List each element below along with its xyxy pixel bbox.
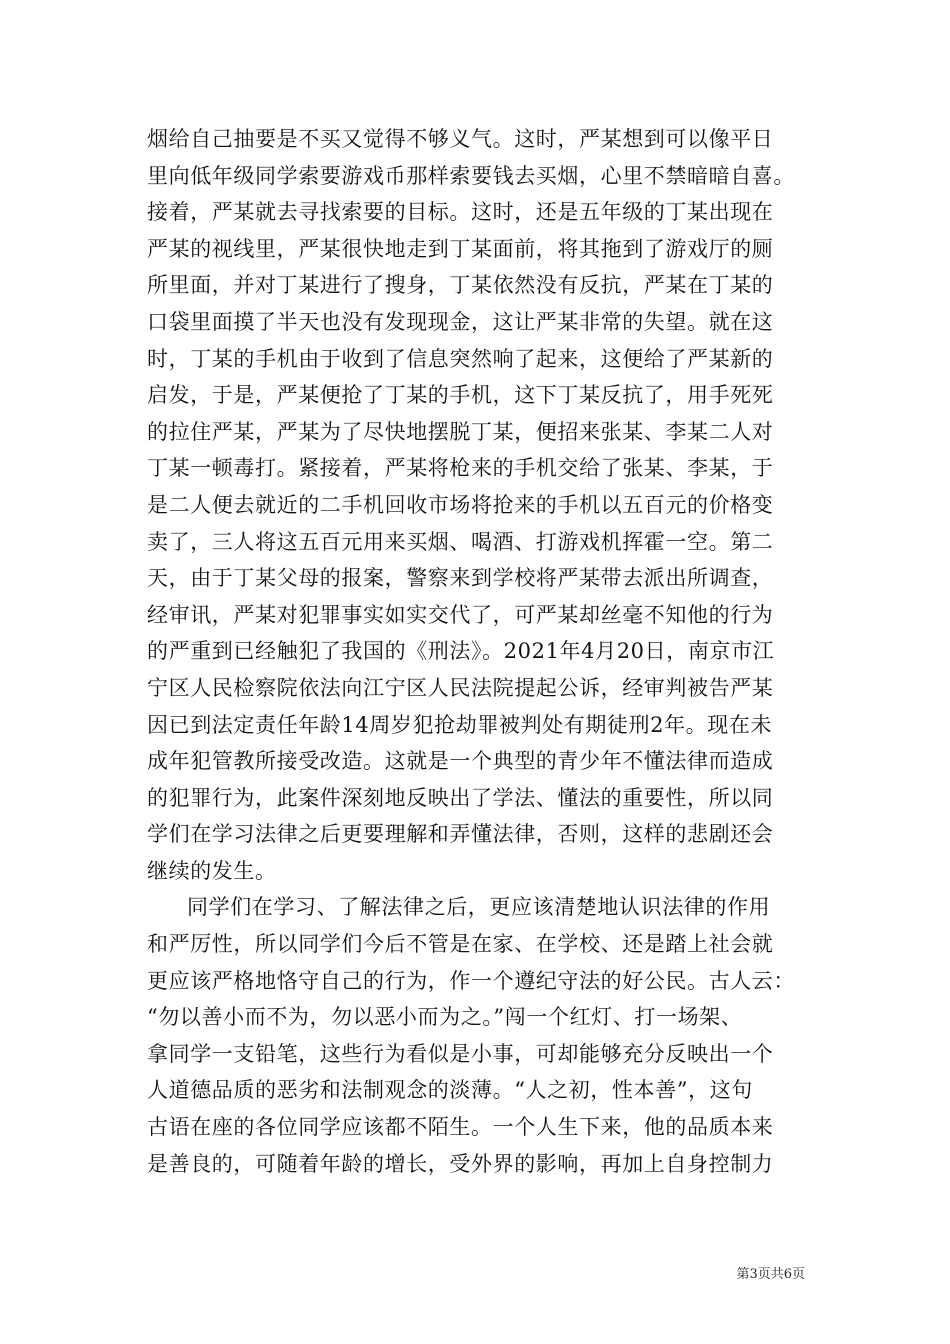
page-number-footer: 第3页共6页 xyxy=(736,1267,805,1282)
text-line: 拿同学一支铅笔，这些行为看似是小事，可却能够充分反映出一个 xyxy=(147,1041,774,1066)
text-line: 人道德品质的恶劣和法制观念的淡薄。“人之初，性本善”，这句 xyxy=(147,1078,753,1103)
text-line: 古语在座的各位同学应该都不陌生。一个人生下来，他的品质本来 xyxy=(147,1115,774,1140)
text-line: 的拉住严某，严某为了尽快地摆脱丁某，便招来张某、李某二人对 xyxy=(147,419,774,444)
text-line: 是善良的，可随着年龄的增长，受外界的影响，再加上自身控制力 xyxy=(147,1151,774,1176)
text-line: 宁区人民检察院依法向江宁区人民法院提起公诉，经审判被告严某 xyxy=(147,675,774,700)
text-line: 时，丁某的手机由于收到了信息突然响了起来，这便给了严某新的 xyxy=(147,346,774,371)
text-line: 经审讯，严某对犯罪事实如实交代了，可严某却丝毫不知他的行为 xyxy=(147,602,774,627)
body-text xyxy=(147,121,812,1182)
text-line: 接着，严某就去寻找索要的目标。这时，还是五年级的丁某出现在 xyxy=(147,200,774,225)
text-line: 的犯罪行为，此案件深刻地反映出了学法、懂法的重要性，所以同 xyxy=(147,785,774,810)
text-line: 是二人便去就近的二手机回收市场将抢来的手机以五百元的价格变 xyxy=(147,492,774,517)
paragraph-first-line: 同学们在学习、了解法律之后，更应该清楚地认识法律的作用 xyxy=(187,895,771,920)
text-line: 学们在学习法律之后更要理解和弄懂法律，否则，这样的悲剧还会 xyxy=(147,822,774,847)
text-line: 天，由于丁某父母的报案，警察来到学校将严某带去派出所调查， xyxy=(147,566,774,591)
text-line: 和严厉性，所以同学们今后不管是在家、在学校、还是踏上社会就 xyxy=(147,932,774,957)
text-line: 烟给自己抽要是不买又觉得不够义气。这时，严某想到可以像平日 xyxy=(147,127,774,151)
text-line: 启发，于是，严某便抢了丁某的手机，这下丁某反抗了，用手死死 xyxy=(147,383,774,408)
text-line: 丁某一顿毒打。紧接着，严某将枪来的手机交给了张某、李某，于 xyxy=(147,456,774,481)
text-line: 里向低年级同学索要游戏币那样索要钱去买烟，心里不禁暗暗自喜。 xyxy=(147,163,795,188)
text-line: 更应该严格地恪守自己的行为，作一个遵纪守法的好公民。古人云： xyxy=(147,968,795,993)
text-line: 严某的视线里，严某很快地走到丁某面前，将其拖到了游戏厅的厕 xyxy=(147,236,774,261)
text-line: 继续的发生。 xyxy=(147,858,277,883)
text-line: 卖了，三人将这五百元用来买烟、喝酒、打游戏机挥霍一空。第二 xyxy=(147,529,774,554)
text-line: 成年犯管教所接受改造。这就是一个典型的青少年不懂法律而造成 xyxy=(147,749,774,774)
text-line: 所里面，并对丁某进行了搜身，丁某依然没有反抗，严某在丁某的 xyxy=(147,273,774,298)
text-line: “勿以善小而不为，勿以恶小而为之。”闯一个红灯、打一场架、 xyxy=(147,1005,743,1030)
text-line: 口袋里面摸了半天也没有发现现金，这让严某非常的失望。就在这 xyxy=(147,309,774,334)
text-line: 因已到法定责任年龄14周岁犯抢劫罪被判处有期徒刑2年。现在未 xyxy=(147,712,773,737)
text-line: 的严重到已经触犯了我国的《刑法》。2021年4月20日，南京市江 xyxy=(147,639,775,664)
